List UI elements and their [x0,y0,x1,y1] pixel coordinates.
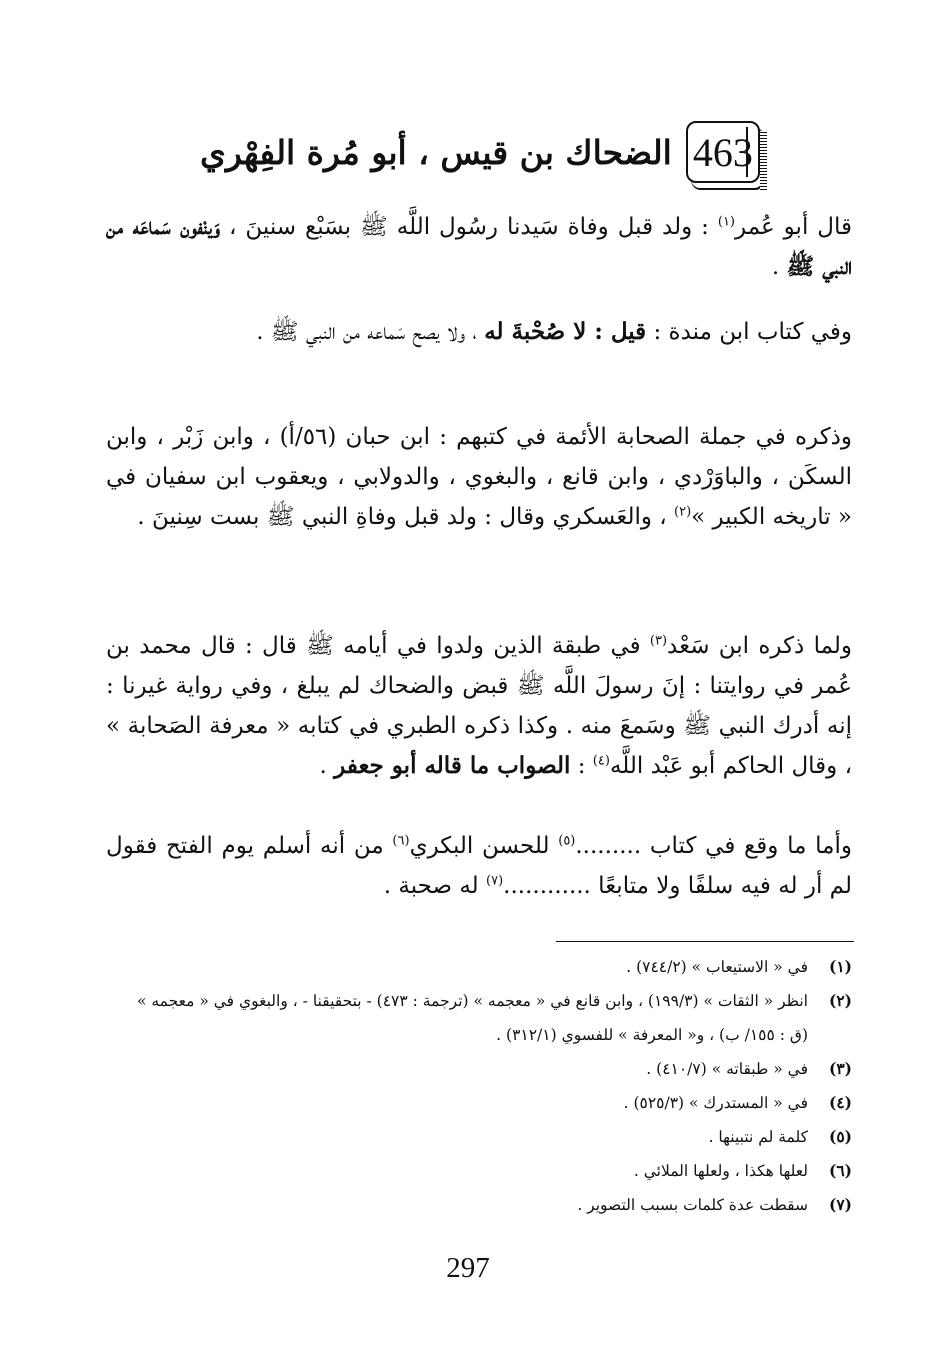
footnote-5 [130,1120,852,1154]
p3-text-a: وذكره في جملة الصحابة الأئمة في كتبهم : ابن حبان (٥٦/أ) ، وابن زَبْر ، وابن السكَن ، والباوَرْدي ، وابن قانع ، والبغوي ، والدولابي ، ويعقوب ابن سفيان في « تاريخه الكبير » [106,424,852,530]
footnote-divider [556,941,854,942]
p4-text-a: ولما ذكره ابن سَعْد [667,633,852,659]
entry-title: الضحاك بن قيس ، أبو مُرة الفِهْري [200,132,672,172]
footnote-number: (٢) [828,991,852,1010]
p2-text-a: وفي كتاب ابن مندة : [646,319,852,345]
footnote-number: (١) [828,957,852,976]
paragraph-4 [106,626,852,786]
p5-text-b: للحسن البكري [409,833,559,859]
page-number: 297 [446,1252,490,1284]
footnote-text: كلمة لم نتبينها . [708,1128,808,1146]
p5-text-c: من أنه أسلم يوم الفتح فقول لم أر له فيه سلفًا ولا متابعًا ............ [106,833,852,899]
footnote-text: في « المستدرك » (٥٢٥/٣) . [623,1094,808,1112]
paragraph-2 [106,312,852,352]
footnote-text: لعلها هكذا ، ولعلها الملائي . [633,1162,808,1180]
p3-text-b: ، والعَسكري وقال : ولد قبل وفاةِ النبي ﷺ بست سِنينَ . [137,504,675,530]
p4-text-b: في طبقة الذين ولدوا في أيامه ﷺ قال : قال محمد بن عُمر في روايتنا : إنَ رسولَ اللَّه ﷺ قبض والضحاك لم يبلغ ، وفي رواية غيرنا : إنه أدرك النبي ﷺ وسَمعَ منه . وكذا ذكره الطبري في كتابه « معرفة الصَحابة » ، وقال الحاكم أبو عَبْد اللَّه [106,633,852,779]
footnote-ref[interactable]: (٧) [486,873,504,889]
footnote-number: (٣) [828,1059,852,1078]
paragraph-1 [106,207,852,287]
footnote-7 [130,1188,852,1222]
footnote-ref[interactable]: (٣) [649,633,668,649]
p4-text-d: . [319,753,335,779]
footnote-number: (٦) [828,1161,852,1180]
p1-text-b: : ولد قبل وفاة سَيدنا رسُول اللَّه ﷺ بسَبْع سنينَ ، [220,214,718,240]
p2-text-b: ، ولا يصح سَماعه من النبي ﷺ . [256,319,485,345]
p1-text-a: قال أبو عُمر [735,214,852,240]
footnote-number: (٥) [828,1127,852,1146]
p1-text-c: . [771,254,787,280]
paragraph-3 [106,417,852,537]
p5-text-a: وأما ما وقع في كتاب ......... [575,833,852,859]
footnote-ref[interactable]: (٢) [674,504,692,520]
footnotes [130,950,852,1222]
p1-bold-text: وَينْفون سَماعَه من النبي ﷺ [106,213,852,280]
footnote-3 [130,1052,852,1086]
footnote-1 [130,950,852,984]
footnote-ref[interactable]: (٤) [592,753,610,769]
p4-bold-text: الصواب ما قاله أبو جعفر [334,752,571,779]
footnote-number: (٤) [828,1093,852,1112]
footnote-6 [130,1154,852,1188]
footnote-text: في « الاستيعاب » (٧٤٤/٢) . [626,958,808,976]
footnote-4 [130,1086,852,1120]
footnote-2 [130,984,852,1052]
footnote-text: سقطت عدة كلمات بسبب التصوير . [577,1196,808,1214]
p4-text-c: : [570,753,593,779]
paragraph-5 [106,826,852,906]
p2-bold-text: قيل : لا صُحْبةَ له [484,318,647,345]
footnote-ref[interactable]: (٥) [558,833,576,849]
p5-text-d: له صحبة . [383,873,486,899]
footnote-ref[interactable]: (١) [717,214,735,230]
footnote-ref[interactable]: (٦) [392,833,410,849]
footnote-number: (٧) [828,1195,852,1214]
entry-heading [200,112,760,192]
entry-number-box [686,121,760,183]
footnote-text: في « طبقاته » (٤١٠/٧) . [646,1060,808,1078]
footnote-text: انظر « الثقات » (١٩٩/٣) ، وابن قانع في « معجمه » (ترجمة : ٤٧٣) - بتحقيقنا - ، والبغوي في « معجمه » (ق : ١٥٥/ ب) ، و« المعرفة » للفسوي (٣١٢/١) . [136,992,808,1044]
entry-number: 463 [692,129,753,175]
